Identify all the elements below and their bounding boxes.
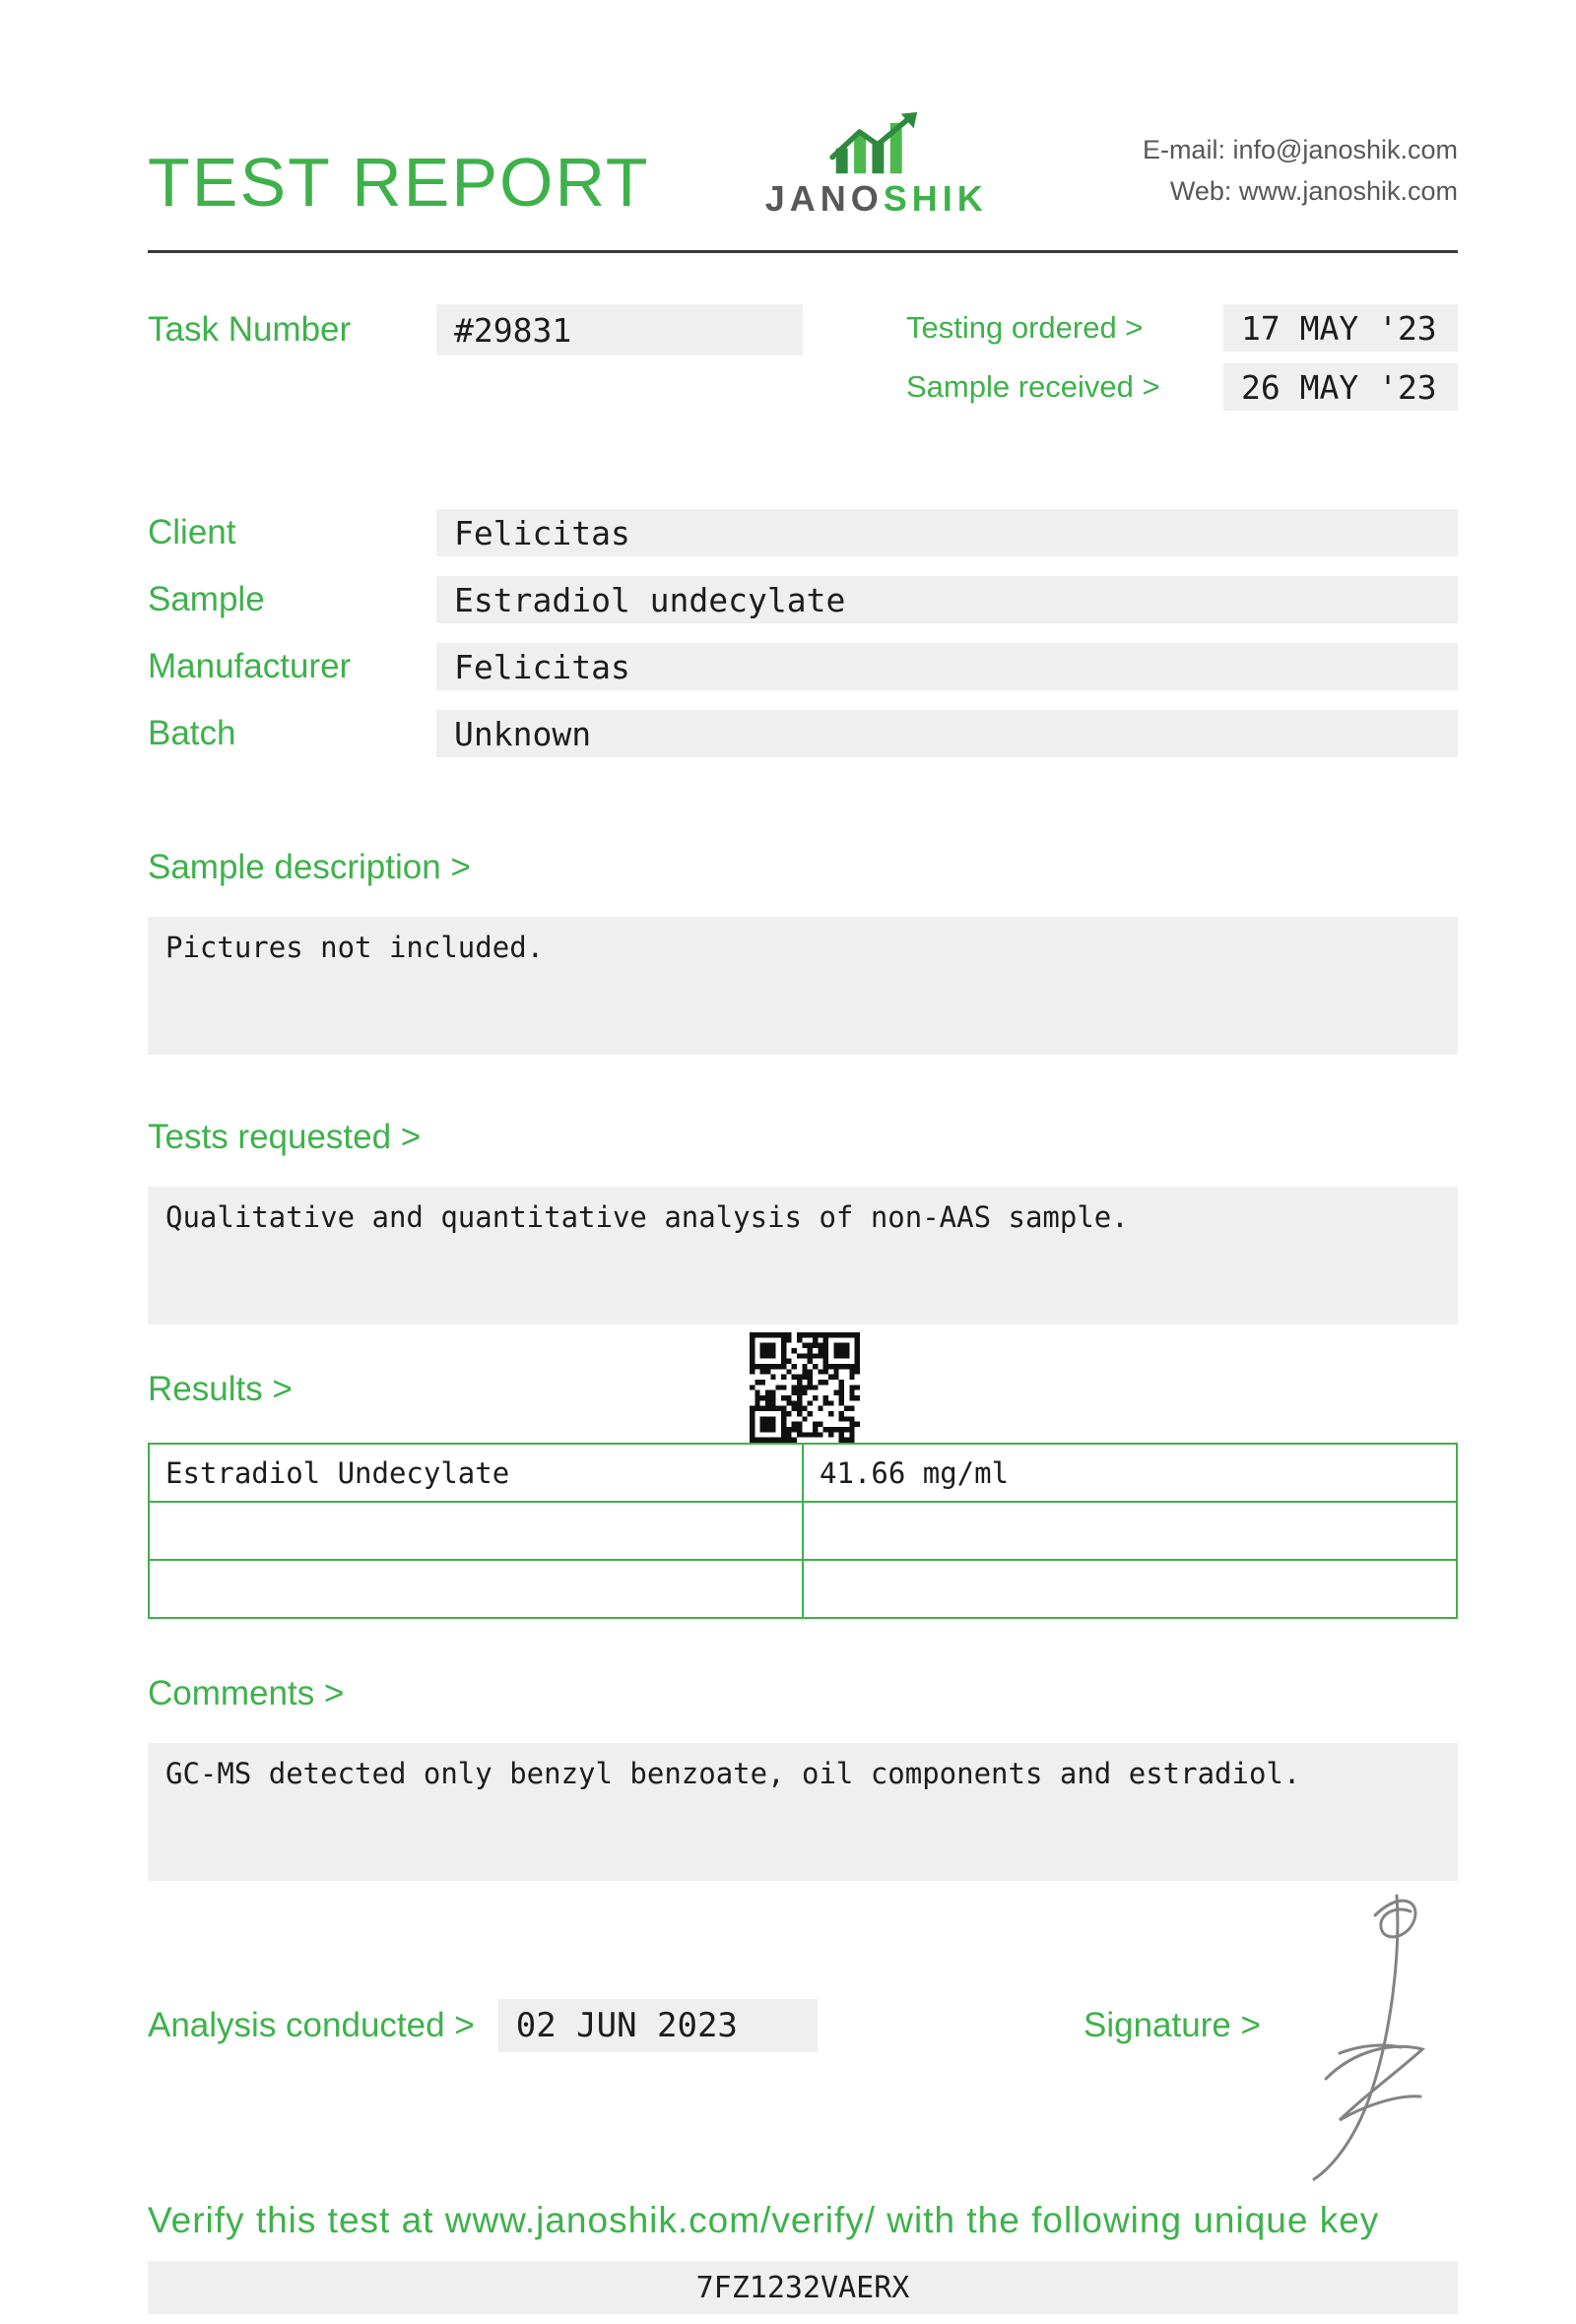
- email-value: info@janoshik.com: [1232, 135, 1458, 165]
- header: [0, 0, 1576, 221]
- results-row: [149, 1444, 1457, 1502]
- sample-description-heading: Sample description >: [148, 848, 471, 886]
- task-number-label: Task Number: [148, 310, 352, 349]
- testing-ordered-row: [906, 304, 1458, 352]
- janoshik-logo: [765, 110, 988, 217]
- results-heading: Results >: [148, 1370, 293, 1408]
- results-row: [149, 1560, 1457, 1618]
- bar-chart-icon: [825, 110, 928, 175]
- sample-received-label: Sample received >: [906, 369, 1160, 404]
- logo-wordmark: [764, 178, 988, 219]
- batch-label: Batch: [148, 714, 236, 752]
- manufacturer-value: Felicitas: [436, 643, 1458, 690]
- result-concentration: 41.66 mg/ml: [803, 1444, 1457, 1502]
- page-title: TEST REPORT: [148, 144, 650, 221]
- verify-instruction: Verify this test at www.janoshik.com/verify/ with the following unique key: [148, 2200, 1380, 2240]
- signature-label: Signature >: [1084, 2006, 1261, 2044]
- comments-text: GC-MS detected only benzyl benzoate, oil components and estradiol.: [148, 1743, 1458, 1881]
- results-section: [0, 1370, 1576, 1619]
- web-value: www.janoshik.com: [1238, 176, 1458, 207]
- dates-block: [906, 304, 1458, 411]
- sample-received-row: [906, 363, 1458, 411]
- sample-value: Estradiol undecylate: [436, 576, 1458, 623]
- result-concentration: [803, 1560, 1457, 1618]
- results-table: [148, 1443, 1458, 1619]
- footer-row: [148, 1999, 1458, 2052]
- detail-row-batch: [148, 710, 1458, 757]
- tests-requested-heading: Tests requested >: [148, 1118, 422, 1156]
- logo-jano: JANO: [764, 178, 884, 219]
- client-label: Client: [148, 513, 236, 551]
- task-section: [148, 304, 1458, 411]
- result-substance: Estradiol Undecylate: [149, 1444, 803, 1502]
- analysis-conducted-row: [148, 1999, 1084, 2052]
- result-substance: [149, 1502, 803, 1560]
- comments-heading: Comments >: [148, 1674, 345, 1712]
- signature-scribble: [1280, 1886, 1438, 2191]
- tests-requested-text: Qualitative and quantitative analysis of non-AAS sample.: [148, 1187, 1458, 1324]
- email-label: E-mail:: [1142, 135, 1225, 165]
- batch-value: Unknown: [436, 710, 1458, 757]
- sample-description-text: Pictures not included.: [148, 917, 1458, 1055]
- testing-ordered-label: Testing ordered >: [906, 310, 1144, 345]
- task-number-value: #29831: [436, 304, 803, 355]
- detail-row-manufacturer: [148, 643, 1458, 690]
- web-label: Web:: [1169, 176, 1232, 207]
- details-section: [148, 509, 1458, 757]
- result-substance: [149, 1560, 803, 1618]
- manufacturer-label: Manufacturer: [148, 647, 352, 685]
- results-row: [149, 1502, 1457, 1560]
- web-line: [1143, 171, 1458, 213]
- client-value: Felicitas: [436, 509, 1458, 556]
- sample-label: Sample: [148, 580, 265, 618]
- testing-ordered-date: 17 MAY '23: [1223, 304, 1458, 352]
- sample-received-date: 26 MAY '23: [1223, 363, 1458, 411]
- detail-row-sample: [148, 576, 1458, 623]
- contact-info: [1143, 130, 1458, 217]
- task-number-row: [148, 304, 803, 355]
- unique-key: 7FZ1232VAERX: [148, 2261, 1458, 2314]
- header-divider: [148, 250, 1458, 253]
- email-line: [1143, 130, 1458, 171]
- detail-row-client: [148, 509, 1458, 556]
- analysis-conducted-label: Analysis conducted >: [148, 2006, 475, 2044]
- result-concentration: [803, 1502, 1457, 1560]
- qr-code: [750, 1332, 860, 1443]
- logo-shik: SHIK: [883, 178, 988, 219]
- analysis-date: 02 JUN 2023: [498, 1999, 818, 2052]
